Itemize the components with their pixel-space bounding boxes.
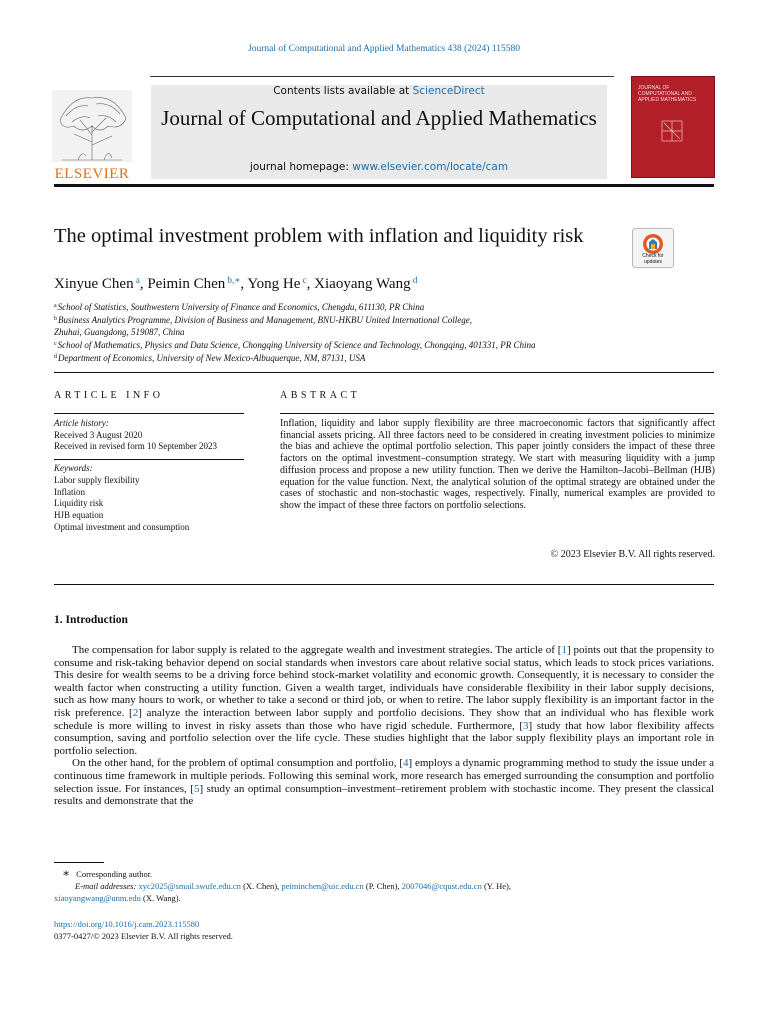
article-title: The optimal investment problem with inflation and liquidity risk: [54, 225, 584, 247]
info-rule: [54, 459, 244, 460]
body-paragraph: [54, 644, 714, 757]
paragraph-text: The compensation for labor supply is related to the aggregate wealth and investment strategies. The article of [: [72, 644, 562, 656]
publisher-logo: [52, 90, 132, 180]
contents-prefix: Contents lists available at: [273, 85, 413, 97]
affiliation-item: [54, 351, 714, 364]
citation-link[interactable]: 3: [523, 719, 529, 732]
paragraph-text: ] study an optimal consumption–investment–retirement problem with stochastic income. They present the classical results and demonstrate that the: [54, 782, 714, 808]
email-link[interactable]: 2007046@cqust.edu.cn: [401, 881, 482, 891]
citation-link[interactable]: 2: [132, 706, 139, 719]
homepage-line: [151, 161, 607, 173]
journal-title: Journal of Computational and Applied Mathematics: [161, 106, 597, 130]
paragraph-text: On the other hand, for the problem of optimal consumption and portfolio, [: [72, 757, 403, 770]
email-link[interactable]: xyc2025@smail.swufe.edu.cn: [138, 881, 241, 891]
abstract-rule: [280, 413, 714, 414]
citation-link[interactable]: 4: [402, 757, 409, 770]
article-info-heading: ARTICLE INFO: [54, 390, 164, 401]
author-name: Xiaoyang Wang: [314, 276, 411, 292]
journal-cover-image[interactable]: [631, 76, 715, 178]
email-owner: (P. Chen),: [363, 881, 402, 891]
keyword-item: Liquidity risk: [54, 498, 104, 509]
author-affiliation-marker[interactable]: b,∗: [225, 275, 241, 285]
email-addresses: [54, 880, 714, 904]
body-text: [54, 644, 714, 808]
affiliation-text: Business Analytics Programme, Division of Business and Management, BNU-HKBU United International College,: [58, 315, 472, 325]
header-thick-rule: [54, 184, 714, 187]
check-for-updates-button[interactable]: [632, 228, 674, 268]
keyword-item: Inflation: [54, 486, 85, 497]
keywords: [54, 463, 244, 534]
author-separator: ,: [139, 276, 148, 292]
affiliation-marker: b: [54, 316, 57, 322]
body-paragraph: [54, 757, 714, 807]
section-divider: [54, 372, 714, 373]
section-heading: 1. Introduction: [54, 614, 128, 626]
header-rule: [150, 76, 614, 77]
author-affiliation-marker[interactable]: d: [410, 275, 418, 285]
email-link[interactable]: xiaoyangwang@unm.edu: [54, 893, 141, 903]
homepage-link[interactable]: www.elsevier.com/locate/cam: [352, 161, 509, 173]
section-divider: [54, 584, 714, 585]
doi-link[interactable]: https://doi.org/10.1016/j.cam.2023.115580: [54, 919, 200, 929]
affiliation-marker: a: [54, 303, 57, 309]
email-owner: (X. Chen),: [240, 881, 282, 891]
author-name: Yong He: [247, 276, 301, 292]
paragraph-text: ] employs a dynamic programming method to study the issue under a continuous time framework in multiple periods. Following this seminal work, more research has emerged surrounding the consumption and portfolio selection issue. For instances, [: [54, 757, 714, 795]
footnotes: [54, 867, 714, 904]
affiliation-text: School of Mathematics, Physics and Data Science, Chongqing University of Science and Technology, Chongqing, 401331, PR China: [57, 340, 536, 350]
email-owner: (Y. He),: [481, 881, 511, 891]
affiliation-text: Department of Economics, University of New Mexico-Albuquerque, NM, 87131, USA: [58, 353, 366, 363]
journal-citation-link[interactable]: Journal of Computational and Applied Mathematics 438 (2024) 115580: [248, 44, 520, 54]
cover-title: JOURNAL OF COMPUTATIONAL AND APPLIED MATHEMATICS: [638, 85, 697, 103]
author-separator: ,: [240, 276, 248, 292]
author-list: [54, 275, 417, 293]
keyword-item: HJB equation: [54, 510, 104, 521]
affiliation-item: [54, 326, 714, 338]
paragraph-text: ] study that how labor flexibility affects consumption, saving and portfolio selection over the life cycle. These studies highlight that the labor supply flexibility plays an important role in portfolio selection.: [54, 719, 714, 757]
sciencedirect-link[interactable]: ScienceDirect: [412, 85, 485, 97]
abstract-text: Inflation, liquidity and labor supply flexibility are three macroeconomic factors that significantly affect financial assets pricing. All three factors need to be considered in creating investment policies to minimize the bias and achieve the optimal portfolio selection. This paper jointly considers the impact of these three factors on the optimal investment–consumption strategy. We start with measuring liquidity with a jump diffusion process and propose a new utility function. Then we derive the Hamilton–Jacobi–Bellman (HJB) equation for the value function. Next, the analytical solution of the optimal strategy are obtained under the cases of stochastic and non-stochastic wages, respectively. Finally, numerical examples are provided to show the impact of these three factors on portfolio selections.: [280, 418, 715, 511]
doi-block: [54, 918, 233, 942]
email-link[interactable]: peiminchen@uic.edu.cn: [281, 881, 364, 891]
paragraph-text: ] points out that the propensity to consume and risk-taking behavior depend on social standards when investors care about relative social status, which leads to stock prices variations. This desire for wealth seems to be a driving force behind stock-market volatility and economic growth. Consequently, it is necessary to consider the wealth factor when constructing a utility function. Given a wealth target, individuals have considerable flexibility in their labor supply decisions, such as how many hours to work, or whether to take a second or third job, or when to retire. The labor supply flexibility is an important factor in the risk preference. [: [54, 644, 714, 719]
author-affiliation-marker[interactable]: c: [300, 275, 307, 285]
affiliation-text: School of Statistics, Southwestern University of Finance and Economics, Chengdu, 611130, PR China: [57, 302, 425, 312]
paragraph-text: ] analyze the interaction between labor supply and portfolio decisions. They show that an individual who has flexible work schedule is more willing to invest in risky assets than those who have rigid schedule. Furthermore, [: [54, 706, 714, 732]
issn-line: 0377-0427/© 2023 Elsevier B.V. All rights reserved.: [54, 931, 233, 941]
email-owner: (X. Wang).: [140, 893, 181, 903]
corresponding-note: [54, 867, 714, 880]
footnote-rule: [54, 862, 104, 863]
info-rule: [54, 413, 244, 414]
email-label: E-mail addresses:: [75, 881, 139, 891]
homepage-prefix: journal homepage:: [249, 161, 353, 173]
affiliation-marker: c: [54, 341, 57, 347]
received-date: Received 3 August 2020: [54, 429, 143, 440]
affiliation-item: [54, 300, 714, 313]
affiliation-item: [54, 313, 714, 326]
keywords-label: Keywords:: [54, 463, 93, 473]
history-label: Article history:: [54, 418, 109, 428]
citation-link[interactable]: 1: [561, 644, 567, 656]
revised-date: Received in revised form 10 September 2023: [54, 441, 217, 451]
author-name: Xinyue Chen: [54, 276, 134, 292]
abstract-copyright: © 2023 Elsevier B.V. All rights reserved.: [550, 549, 715, 560]
affiliation-text: Zhuhai, Guangdong, 519087, China: [54, 327, 185, 337]
corresponding-label: Corresponding author.: [76, 869, 153, 879]
cover-emblem-icon: [632, 77, 714, 177]
elsevier-tree-icon: [52, 90, 132, 182]
citation-link[interactable]: 5: [193, 782, 200, 795]
author-name: Peimin Chen: [147, 276, 226, 292]
star-marker: ∗: [62, 866, 71, 880]
affiliation-marker: d: [54, 354, 57, 360]
affiliation-item: [54, 338, 714, 351]
author-separator: ,: [306, 276, 315, 292]
check-updates-label: Check for updates: [642, 253, 664, 265]
contents-line: [151, 85, 607, 97]
journal-banner: [151, 85, 607, 179]
publisher-name: ELSEVIER: [54, 166, 130, 182]
affiliation-list: [54, 300, 714, 364]
author-affiliation-marker[interactable]: a: [133, 275, 140, 285]
article-history: [54, 418, 244, 453]
keyword-item: Labor supply flexibility: [54, 474, 140, 485]
keyword-item: Optimal investment and consumption: [54, 521, 190, 532]
abstract-heading: ABSTRACT: [280, 390, 361, 401]
